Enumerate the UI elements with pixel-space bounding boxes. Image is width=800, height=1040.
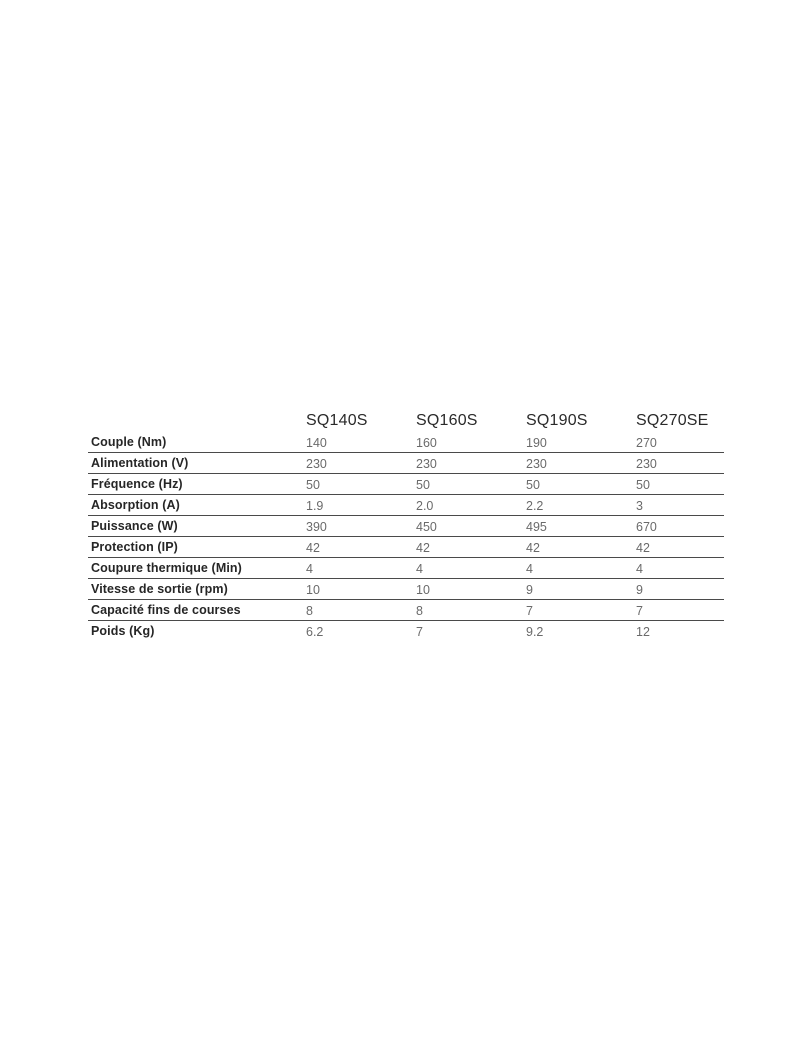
row-value: 4 [636, 561, 643, 576]
row-value: 42 [306, 540, 320, 555]
row-label: Coupure thermique (Min) [91, 561, 242, 575]
row-value: 50 [306, 477, 320, 492]
row-value: 2.2 [526, 498, 544, 513]
row-value: 190 [526, 435, 547, 450]
table-header-row [88, 408, 724, 432]
row-value: 140 [306, 435, 327, 450]
table-row [88, 474, 724, 494]
row-value: 495 [526, 519, 547, 534]
row-value: 9 [526, 582, 533, 597]
row-value: 7 [636, 603, 643, 618]
row-label: Puissance (W) [91, 519, 178, 533]
row-value: 9.2 [526, 624, 544, 639]
row-value: 50 [416, 477, 430, 492]
row-value: 7 [416, 624, 423, 639]
row-value: 230 [306, 456, 327, 471]
table-row [88, 558, 724, 578]
row-value: 450 [416, 519, 437, 534]
row-label: Vitesse de sortie (rpm) [91, 582, 228, 596]
table-row [88, 579, 724, 599]
row-value: 42 [416, 540, 430, 555]
row-value: 42 [526, 540, 540, 555]
row-label: Absorption (A) [91, 498, 180, 512]
row-value: 10 [306, 582, 320, 597]
spec-table [88, 408, 724, 641]
row-label: Capacité fins de courses [91, 603, 241, 617]
row-value: 12 [636, 624, 650, 639]
row-value: 4 [416, 561, 423, 576]
row-value: 230 [526, 456, 547, 471]
row-value: 50 [526, 477, 540, 492]
row-value: 7 [526, 603, 533, 618]
row-value: 42 [636, 540, 650, 555]
row-value: 230 [416, 456, 437, 471]
table-row [88, 516, 724, 536]
row-label: Protection (IP) [91, 540, 178, 554]
table-row [88, 621, 724, 641]
row-value: 2.0 [416, 498, 434, 513]
row-value: 390 [306, 519, 327, 534]
table-row [88, 453, 724, 473]
table-row [88, 537, 724, 557]
row-value: 8 [416, 603, 423, 618]
row-label: Alimentation (V) [91, 456, 189, 470]
row-value: 50 [636, 477, 650, 492]
table-row [88, 600, 724, 620]
row-value: 3 [636, 498, 643, 513]
row-label: Fréquence (Hz) [91, 477, 183, 491]
table-row [88, 432, 724, 452]
row-value: 160 [416, 435, 437, 450]
row-label: Couple (Nm) [91, 435, 167, 449]
row-value: 230 [636, 456, 657, 471]
row-value: 8 [306, 603, 313, 618]
model-header: SQ190S [526, 412, 588, 429]
model-header: SQ160S [416, 412, 478, 429]
model-header: SQ270SE [636, 412, 709, 429]
row-value: 1.9 [306, 498, 324, 513]
row-value: 9 [636, 582, 643, 597]
row-value: 4 [306, 561, 313, 576]
model-header: SQ140S [306, 412, 368, 429]
row-value: 6.2 [306, 624, 324, 639]
table-row [88, 495, 724, 515]
row-label: Poids (Kg) [91, 624, 155, 638]
row-value: 270 [636, 435, 657, 450]
row-value: 10 [416, 582, 430, 597]
row-value: 4 [526, 561, 533, 576]
row-value: 670 [636, 519, 657, 534]
